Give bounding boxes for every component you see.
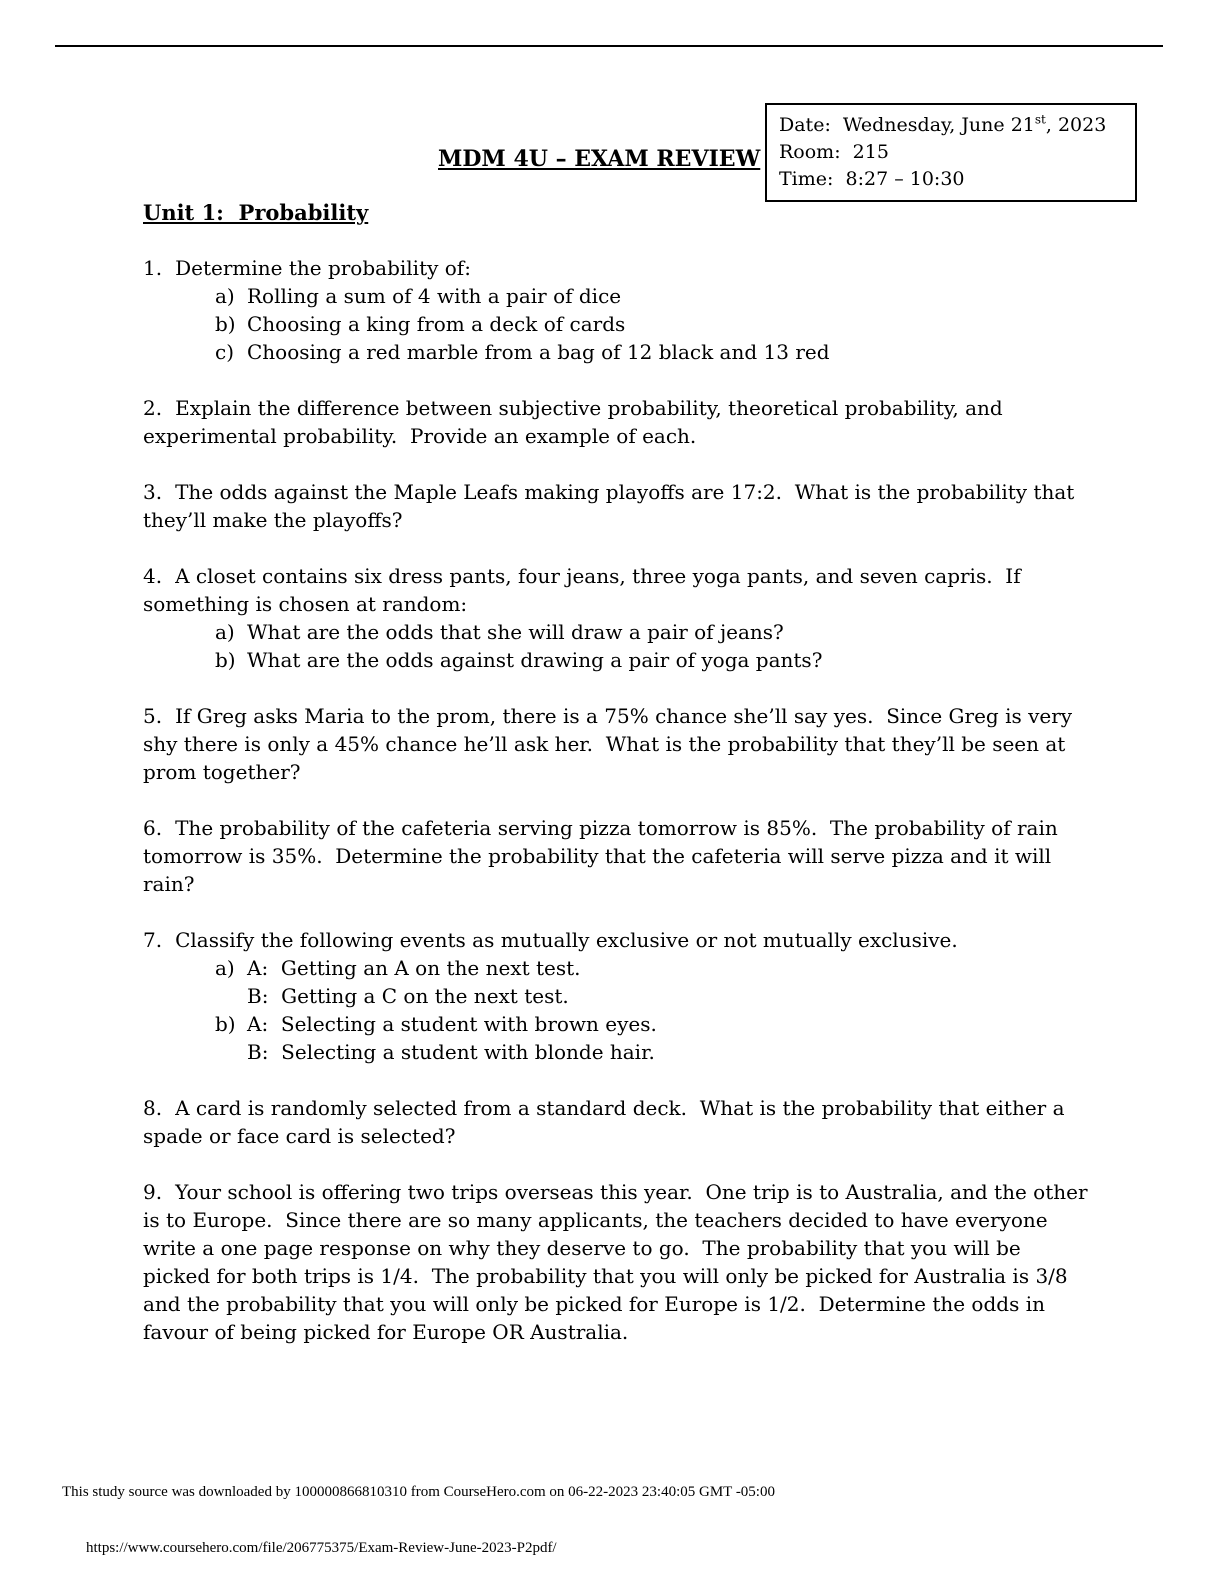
question-subitem (143, 1010, 1088, 1038)
subitem-label: a) (215, 956, 235, 980)
subitem-label: a) (215, 284, 235, 308)
page-title: MDM 4U – EXAM REVIEW (438, 146, 761, 172)
question-subitem (143, 338, 1088, 366)
question-number: 2. (143, 396, 163, 420)
question-subitem (143, 646, 1088, 674)
download-attribution-note: This study source was downloaded by 100000866810310 from CourseHero.com on 06-22-2023 23:40:05 GMT -05:00 (62, 1484, 775, 1500)
questions-list (143, 254, 1094, 1374)
question-text (143, 926, 1088, 954)
question-body: Classify the following events as mutually exclusive or not mutually exclusive. (175, 928, 958, 952)
question-text (143, 702, 1088, 786)
question (143, 254, 1088, 366)
subitem-text: What are the odds against drawing a pair of yoga pants? (247, 648, 823, 672)
question-number: 5. (143, 704, 163, 728)
question-text (143, 1178, 1094, 1346)
subitem-text: Choosing a red marble from a bag of 12 black and 13 red (247, 340, 830, 364)
question-body: Determine the probability of: (175, 256, 471, 280)
question-body: If Greg asks Maria to the prom, there is a 75% chance she’ll say yes. Since Greg is very shy there is only a 45% chance he’ll ask her. What is the probability that they’ll be seen at prom together? (143, 704, 1079, 784)
question-number: 3. (143, 480, 163, 504)
question-text (143, 478, 1088, 534)
question-number: 4. (143, 564, 163, 588)
question-subitem (143, 282, 1088, 310)
question-text (143, 1094, 1088, 1150)
question-subitem (143, 310, 1088, 338)
subitem-label: b) (215, 1012, 236, 1036)
question-number: 6. (143, 816, 163, 840)
date-year: , 2023 (1045, 114, 1107, 136)
question-subitem (143, 1038, 1088, 1066)
question-subitems (143, 954, 1088, 1066)
subitem-text: A: Selecting a student with brown eyes. (247, 1012, 657, 1036)
top-horizontal-rule (55, 45, 1163, 47)
question-number: 9. (143, 1180, 163, 1204)
question-body: The probability of the cafeteria serving pizza tomorrow is 85%. The probability of rain tomorrow is 35%. Determine the probability that the cafeteria will serve pizza and it will rain? (143, 816, 1065, 896)
question (143, 1094, 1088, 1150)
exam-info-box (765, 103, 1137, 202)
question (143, 562, 1088, 674)
question-body: Your school is offering two trips overseas this year. One trip is to Australia, and the other is to Europe. Since there are so many applicants, the teachers decided to have everyone write a one page response on why they deserve to go. The probability that you will be picked for both trips is 1/4. The probability that you will only be picked for Australia is 3/8 and the probability that you will only be picked for Europe is 1/2. Determine the odds in favour of being picked for Europe OR Australia. (143, 1180, 1094, 1344)
question (143, 814, 1088, 898)
question (143, 478, 1088, 534)
question-body: The odds against the Maple Leafs making playoffs are 17:2. What is the probability that they’ll make the playoffs? (143, 480, 1081, 532)
question-body: A card is randomly selected from a standard deck. What is the probability that either a spade or face card is selected? (143, 1096, 1071, 1148)
subitem-label: a) (215, 620, 235, 644)
question-subitems (143, 618, 1088, 674)
question-text (143, 394, 1088, 450)
subitem-text: Choosing a king from a deck of cards (247, 312, 626, 336)
date-ordinal: st (1034, 112, 1046, 127)
subitem-label: c) (215, 340, 235, 364)
question-subitems (143, 282, 1088, 366)
question-body: A closet contains six dress pants, four jeans, three yoga pants, and seven capris. If something is chosen at random: (143, 564, 1027, 616)
question-text (143, 814, 1088, 898)
subitem-text: Rolling a sum of 4 with a pair of dice (247, 284, 622, 308)
exam-date-line (779, 112, 1125, 139)
question-text (143, 562, 1088, 618)
subitem-text: B: Selecting a student with blonde hair. (247, 1040, 655, 1064)
unit-heading: Unit 1: Probability (143, 200, 369, 225)
question-subitem (143, 982, 1088, 1010)
exam-time-line: Time: 8:27 – 10:30 (779, 168, 965, 190)
subitem-text: A: Getting an A on the next test. (247, 956, 581, 980)
subitem-label: b) (215, 648, 236, 672)
question (143, 1178, 1094, 1346)
source-url: https://www.coursehero.com/file/206775375/Exam-Review-June-2023-P2pdf/ (86, 1540, 557, 1556)
question-number: 8. (143, 1096, 163, 1120)
subitem-text: B: Getting a C on the next test. (247, 984, 569, 1008)
question-text (143, 254, 1088, 282)
question-number: 1. (143, 256, 163, 280)
question-body: Explain the difference between subjective probability, theoretical probability, and experimental probability. Provide an example of each. (143, 396, 1010, 448)
question-number: 7. (143, 928, 163, 952)
question (143, 702, 1088, 786)
date-label: Date: (779, 114, 831, 136)
subitem-label: b) (215, 312, 236, 336)
question (143, 926, 1088, 1066)
date-main: Wednesday, June 21 (830, 114, 1035, 136)
question-subitem (143, 954, 1088, 982)
question (143, 394, 1088, 450)
subitem-text: What are the odds that she will draw a pair of jeans? (247, 620, 784, 644)
exam-room-line: Room: 215 (779, 141, 889, 163)
question-subitem (143, 618, 1088, 646)
